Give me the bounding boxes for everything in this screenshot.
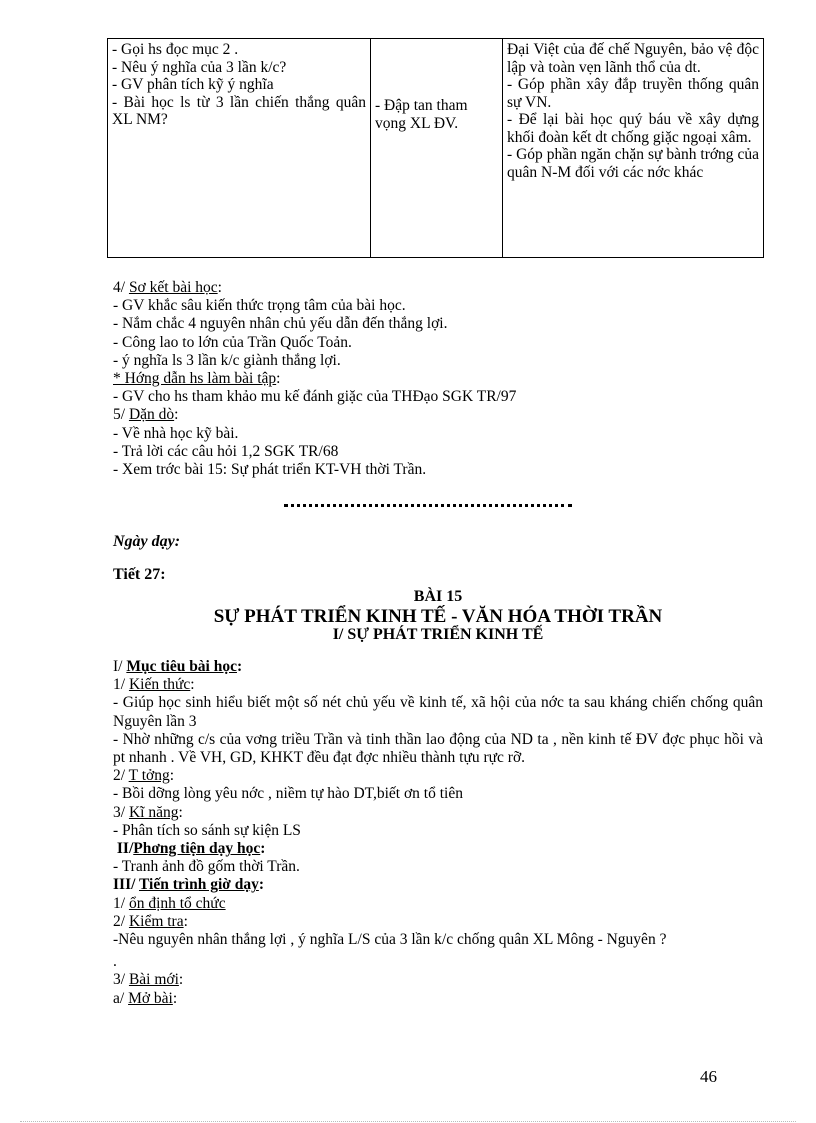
list-item: - Nắm chắc 4 nguyên nhân chủ yếu dẫn đến thắng lợi. (113, 315, 448, 333)
lesson-table (107, 38, 764, 258)
list-item: - Bồi dỡng lòng yêu nớc , niềm tự hào DT,biết ơn tổ tiên (113, 785, 463, 803)
footer-divider (20, 1121, 796, 1122)
lesson-title: SỰ PHÁT TRIỂN KINH TẾ - VĂN HÓA THỜI TRẦN (213, 606, 663, 627)
list-item: - Xem trớc bài 15: Sự phát triển KT-VH thời Trần. (113, 461, 427, 479)
table-text: - Để lại bài học quý báu về xây dựng khối đoàn kết dt chống giặc ngoại xâm. (507, 111, 759, 146)
list-item: - GV cho hs tham khảo mu kế đánh giặc của THĐạo SGK TR/97 (113, 388, 517, 406)
lesson-number: BÀI 15 (413, 588, 463, 605)
teacher-activity-cell (108, 39, 371, 258)
table-row (108, 39, 764, 258)
new-lesson-heading: 3/ Bài mới: (113, 971, 184, 989)
list-item: - Về nhà học kỹ bài. (113, 424, 239, 442)
guide-heading: * Hớng dẫn hs làm bài tập: (113, 370, 281, 388)
objectives-section (113, 658, 763, 1008)
knowledge-heading: 1/ Kiến thức: (113, 676, 195, 694)
table-text: - GV phân tích kỹ ý nghĩa (112, 76, 274, 93)
student-activity-cell (371, 39, 503, 258)
intro-heading: a/ Mở bài: (113, 989, 178, 1007)
summary-section (113, 279, 763, 479)
process-heading: III/ Tiến trình giờ dạy: (113, 876, 265, 894)
list-item: - Công lao to lớn của Trần Quốc Toản. (113, 333, 352, 351)
table-text: - Góp phần ngăn chặn sự bành trớng của quân N-M đối với các nớc khác (507, 146, 759, 181)
means-heading: II/Phơng tiện dạy học: (116, 840, 266, 858)
summary-heading: 4/ Sơ kết bài học: (113, 279, 222, 296)
dot-text: . (113, 953, 117, 971)
objectives-heading: I/ Mục tiêu bài học: (113, 658, 243, 675)
homework-heading: 5/ Dặn dò: (113, 406, 179, 424)
thought-heading: 2/ T tởng: (113, 767, 175, 785)
page-number: 46 (700, 1067, 717, 1086)
list-item: - Trả lời các câu hỏi 1,2 SGK TR/68 (113, 442, 339, 460)
organization-item: 1/ ổn định tổ chức (113, 894, 226, 912)
table-text: - Bài học ls từ 3 lần chiến thắng quân XL NM? (112, 93, 366, 128)
list-item: - GV khắc sâu kiến thức trọng tâm của bài học. (113, 297, 406, 315)
list-item: - Nhờ những c/s của vơng triều Trần và tinh thần lao động của ND ta , nền kinh tế ĐV đợc phục hồi và pt nhanh . Về VH, GD, KHKT đều đạt đợc nhiều thành tựu rực rỡ. (113, 730, 763, 767)
table-text: - Đập tan tham vọng XL ĐV. (375, 97, 468, 132)
list-item: - Phân tích so sánh sự kiện LS (113, 821, 301, 839)
date-label: Ngày dạy: (113, 533, 181, 550)
list-item: -Nêu nguyên nhân thắng lợi , ý nghĩa L/S của 3 lần k/c chống quân XL Mông - Nguyên ? (113, 931, 667, 949)
period-label: Tiết 27: (113, 566, 166, 583)
section-title: I/ SỰ PHÁT TRIỂN KINH TẾ (332, 626, 544, 643)
table-text: - Góp phần xây đắp truyền thống quân sự VN. (507, 76, 759, 111)
table-text: Đại Việt của đế chế Nguyên, bảo vệ độc lập và toàn vẹn lãnh thổ của dt. (507, 41, 759, 76)
dotted-separator (284, 504, 572, 507)
content-cell (503, 39, 764, 258)
list-item: - ý nghĩa ls 3 lần k/c giành thắng lợi. (113, 351, 341, 369)
list-item: - Tranh ảnh đồ gốm thời Trần. (113, 858, 300, 876)
check-heading: 2/ Kiểm tra: (113, 912, 188, 930)
skill-heading: 3/ Kĩ năng: (113, 803, 183, 821)
list-item: - Giúp học sinh hiểu biết một số nét chủ yếu về kinh tế, xã hội của nớc ta sau kháng chiến chống quân Nguyên lần 3 (113, 694, 763, 730)
table-text: - Gọi hs đọc mục 2 . (112, 41, 239, 58)
table-text: - Nêu ý nghĩa của 3 lần k/c? (112, 58, 287, 76)
